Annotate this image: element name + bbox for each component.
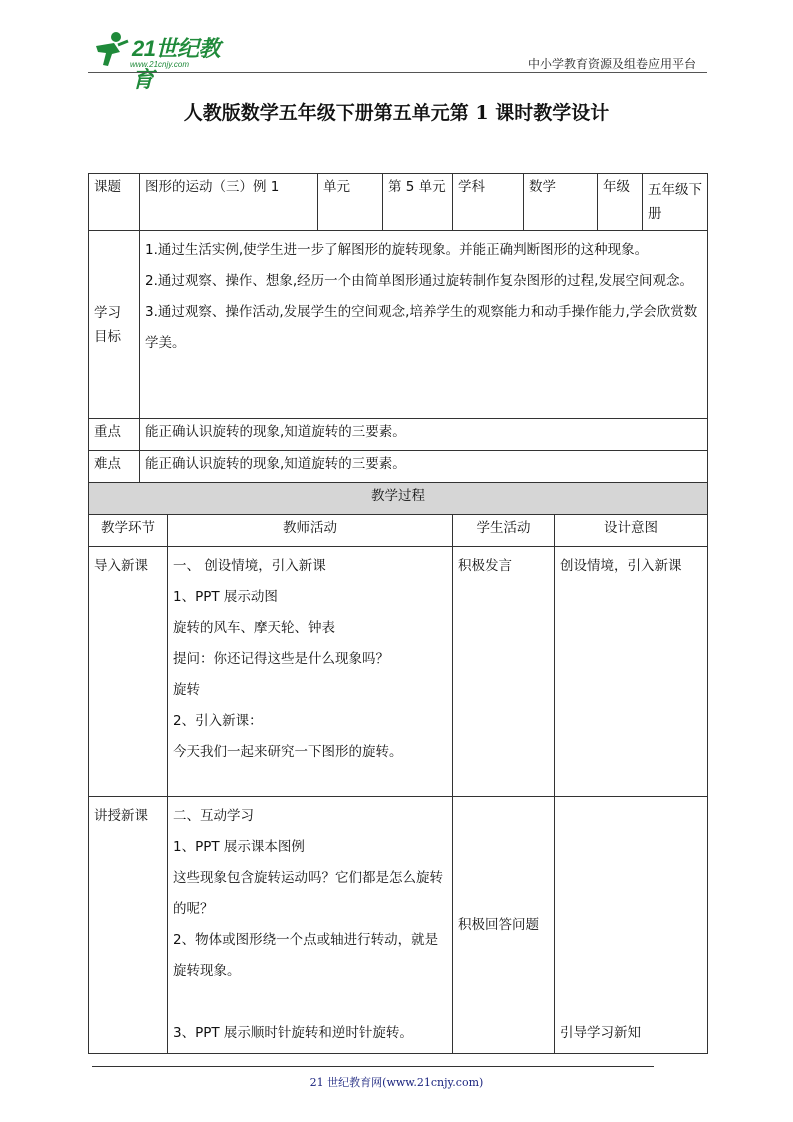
goal-item: 2.通过观察、操作、想象,经历一个由简单图形通过旋转制作复杂图形的过程,发展空间观念。 — [145, 273, 693, 289]
teacher-activity-cell — [168, 547, 453, 797]
table-row — [89, 547, 708, 797]
design-intent-cell: 创设情境，引入新课 — [555, 547, 708, 797]
goal-item: 3.通过观察、操作活动,发展学生的空间观念,培养学生的观察能力和动手操作能力,学会欣赏数学美。 — [145, 304, 698, 351]
difficulty-row — [89, 451, 708, 483]
goals-label: 学习目标 — [89, 231, 140, 419]
goals-content — [140, 231, 708, 419]
stage-cell: 讲授新课 — [89, 797, 168, 1054]
site-logo — [88, 30, 238, 92]
runner-logo-icon — [88, 30, 130, 70]
lesson-plan-table — [88, 173, 708, 1054]
design-intent-cell: 引导学习新知 — [555, 797, 708, 1054]
page-footer: 21 世纪教育网(www.21cnjy.com) — [309, 1076, 484, 1089]
footer-divider — [92, 1066, 654, 1067]
activity-line: 2、物体或图形绕一个点或轴进行转动，就是旋转现象。 — [173, 932, 439, 979]
process-heading-row — [89, 483, 708, 515]
page-header — [0, 0, 793, 92]
unit-label: 单元 — [318, 174, 383, 231]
difficulty-label: 难点 — [89, 451, 140, 483]
topic-label: 课题 — [89, 174, 140, 231]
activity-line: 3、PPT 展示顺时针旋转和逆时针旋转。 — [173, 1025, 413, 1041]
stage-cell: 导入新课 — [89, 547, 168, 797]
key-point-row — [89, 419, 708, 451]
key-point-label: 重点 — [89, 419, 140, 451]
process-header-row — [89, 515, 708, 547]
activity-line — [173, 987, 447, 1018]
grade-label: 年级 — [598, 174, 643, 231]
topic-value: 图形的运动（三）例 1 — [140, 174, 318, 231]
logo-text: 21世纪教育 — [132, 36, 220, 92]
column-header: 教师活动 — [168, 515, 453, 547]
key-point-value: 能正确认识旋转的现象,知道旋转的三要素。 — [140, 419, 708, 451]
activity-line: 一、 创设情境，引入新课 — [173, 558, 326, 574]
teacher-activity-cell — [168, 797, 453, 1054]
header-divider — [88, 72, 707, 73]
student-activity-cell: 积极回答问题 — [453, 797, 555, 1054]
info-row — [89, 174, 708, 231]
activity-line: 2、引入新课： — [173, 713, 263, 729]
column-header: 教学环节 — [89, 515, 168, 547]
activity-line: 今天我们一起来研究一下图形的旋转。 — [173, 744, 403, 760]
column-header: 设计意图 — [555, 515, 708, 547]
header-platform-text: 中小学教育资源及组卷应用平台 — [527, 57, 696, 71]
activity-line: 这些现象包含旋转运动吗？它们都是怎么旋转的呢？ — [173, 870, 443, 917]
subject-label: 学科 — [453, 174, 524, 231]
process-heading: 教学过程 — [89, 483, 708, 515]
grade-value: 五年级下册 — [643, 174, 708, 231]
logo-url: www.21cnjy.com — [130, 60, 189, 69]
document-title: 人教版数学五年级下册第五单元第 1 课时教学设计 — [183, 102, 610, 124]
table-row — [89, 797, 708, 1054]
subject-value: 数学 — [524, 174, 598, 231]
goal-item: 1.通过生活实例,使学生进一步了解图形的旋转现象。并能正确判断图形的这种现象。 — [145, 242, 649, 258]
activity-line: 旋转的风车、摩天轮、钟表 — [173, 620, 335, 636]
student-activity-cell: 积极发言 — [453, 547, 555, 797]
goals-row — [89, 231, 708, 419]
activity-line: 旋转 — [173, 682, 200, 698]
activity-line: 1、PPT 展示动图 — [173, 589, 278, 605]
activity-line: 1、PPT 展示课本图例 — [173, 839, 305, 855]
activity-line: 二、互动学习 — [173, 808, 254, 824]
column-header: 学生活动 — [453, 515, 555, 547]
difficulty-value: 能正确认识旋转的现象,知道旋转的三要素。 — [140, 451, 708, 483]
unit-value: 第 5 单元 — [383, 174, 453, 231]
activity-line: 提问：你还记得这些是什么现象吗？ — [173, 651, 389, 667]
